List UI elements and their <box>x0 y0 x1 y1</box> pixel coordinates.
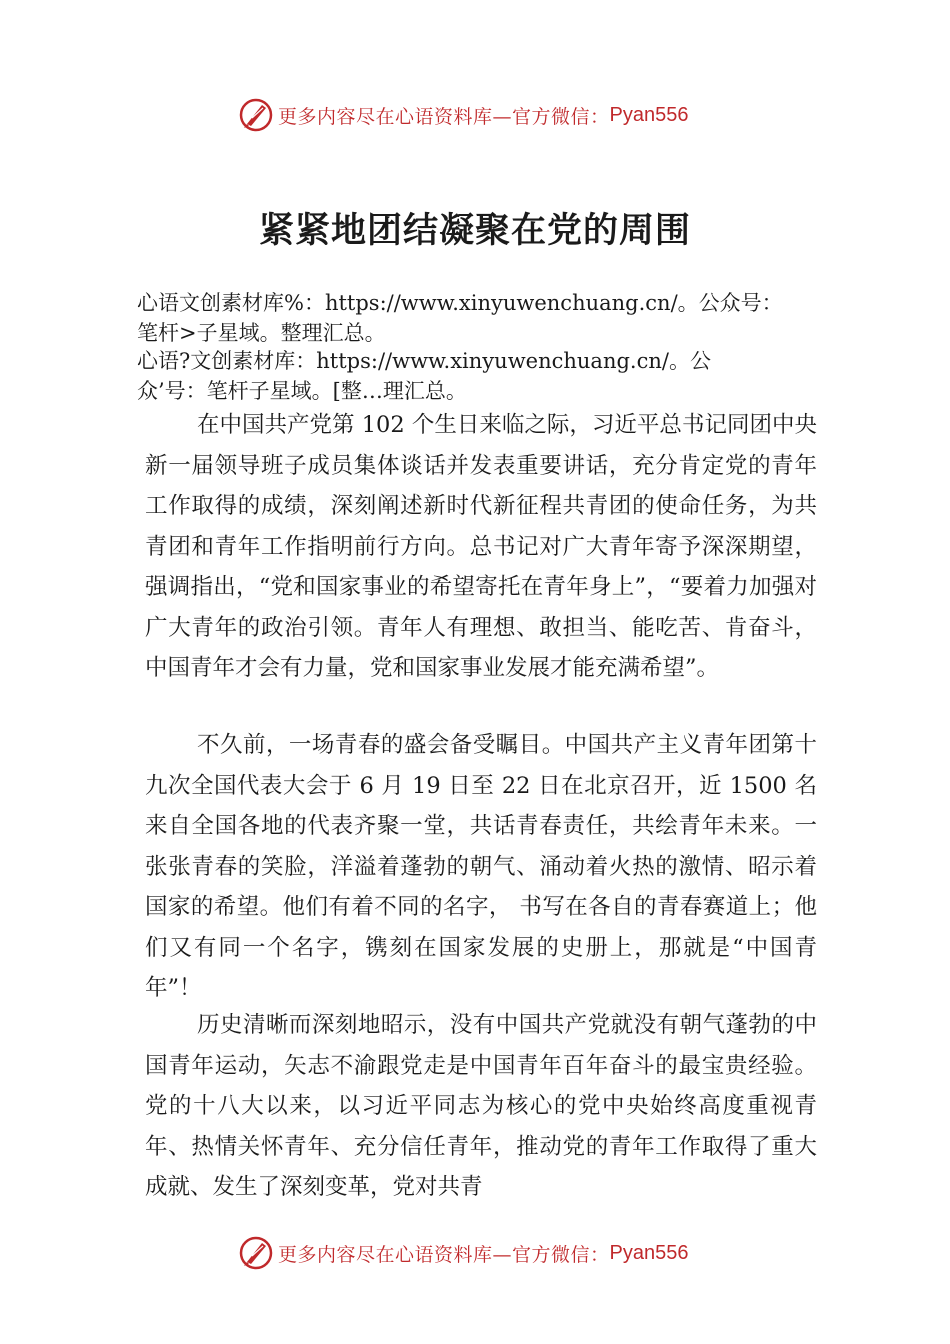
body-paragraph-1: 在中国共产党第 102 个生日来临之际，习近平总书记同团中央新一届领导班子成员集体谈话并发表重要讲话，充分肯定党的青年工作取得的成绩，深刻阐述新时代新征程共青团的使命任务，为共青团和青年工作指明前行方向。总书记对广大青年寄予深深期望，强调指出，“党和国家事业的希望寄托在青年身上”，“要着力加强对广大青年的政治引领。青年人有理想、敢担当、能吃苦、肯奋斗，中国青年才会有力量，党和国家事业发展才能充满希望”。 <box>145 412 817 681</box>
header-banner <box>238 95 688 135</box>
quill-logo-icon <box>238 1235 274 1271</box>
body-paragraph-3: 历史清晰而深刻地昭示，没有中国共产党就没有朝气蓬勃的中国青年运动，矢志不渝跟党走是中国青年百年奋斗的最宝贵经验。党的十八大以来，以习近平同志为核心的党中央始终高度重视青年、热情关怀青年、充分信任青年，推动党的青年工作取得了重大成就、发生了深刻变革，党对共青 <box>145 1012 817 1200</box>
source-note-2: 心语?文创素材库：https://www.xinyuwenchuang.cn/。公 众’号：笔杆子星域。[整…理汇总。 <box>137 349 711 403</box>
footer-banner-text: 更多内容尽在心语资料库—官方微信： <box>278 1243 610 1266</box>
header-banner-text: 更多内容尽在心语资料库—官方微信： <box>278 105 610 128</box>
header-wechat-id: Pyan556 <box>609 103 689 126</box>
document-title: 紧紧地团结凝聚在党的周围 <box>258 210 691 251</box>
body-paragraph-2: 不久前，一场青春的盛会备受瞩目。中国共产主义青年团第十九次全国代表大会于 6 月 19 日至 22 日在北京召开，近 1500 名来自全国各地的代表齐聚一堂，共话青春责任，共绘青年未来。一张张青春的笑脸，洋溢着蓬勃的朝气、涌动着火热的激情、昭示着国家的希望。他们有着不同的名字， 书写在各自的青春赛道上；他们又有同一个名字，镌刻在国家发展的史册上，那就是“中国青年”！ <box>145 732 817 1001</box>
footer-banner <box>238 1233 688 1273</box>
quill-logo-icon <box>238 97 274 133</box>
footer-wechat-id: Pyan556 <box>609 1241 689 1264</box>
source-note-1: 心语文创素材库%：https://www.xinyuwenchuang.cn/。公众号： 笔杆>子星域。整理汇总。 <box>137 291 783 345</box>
